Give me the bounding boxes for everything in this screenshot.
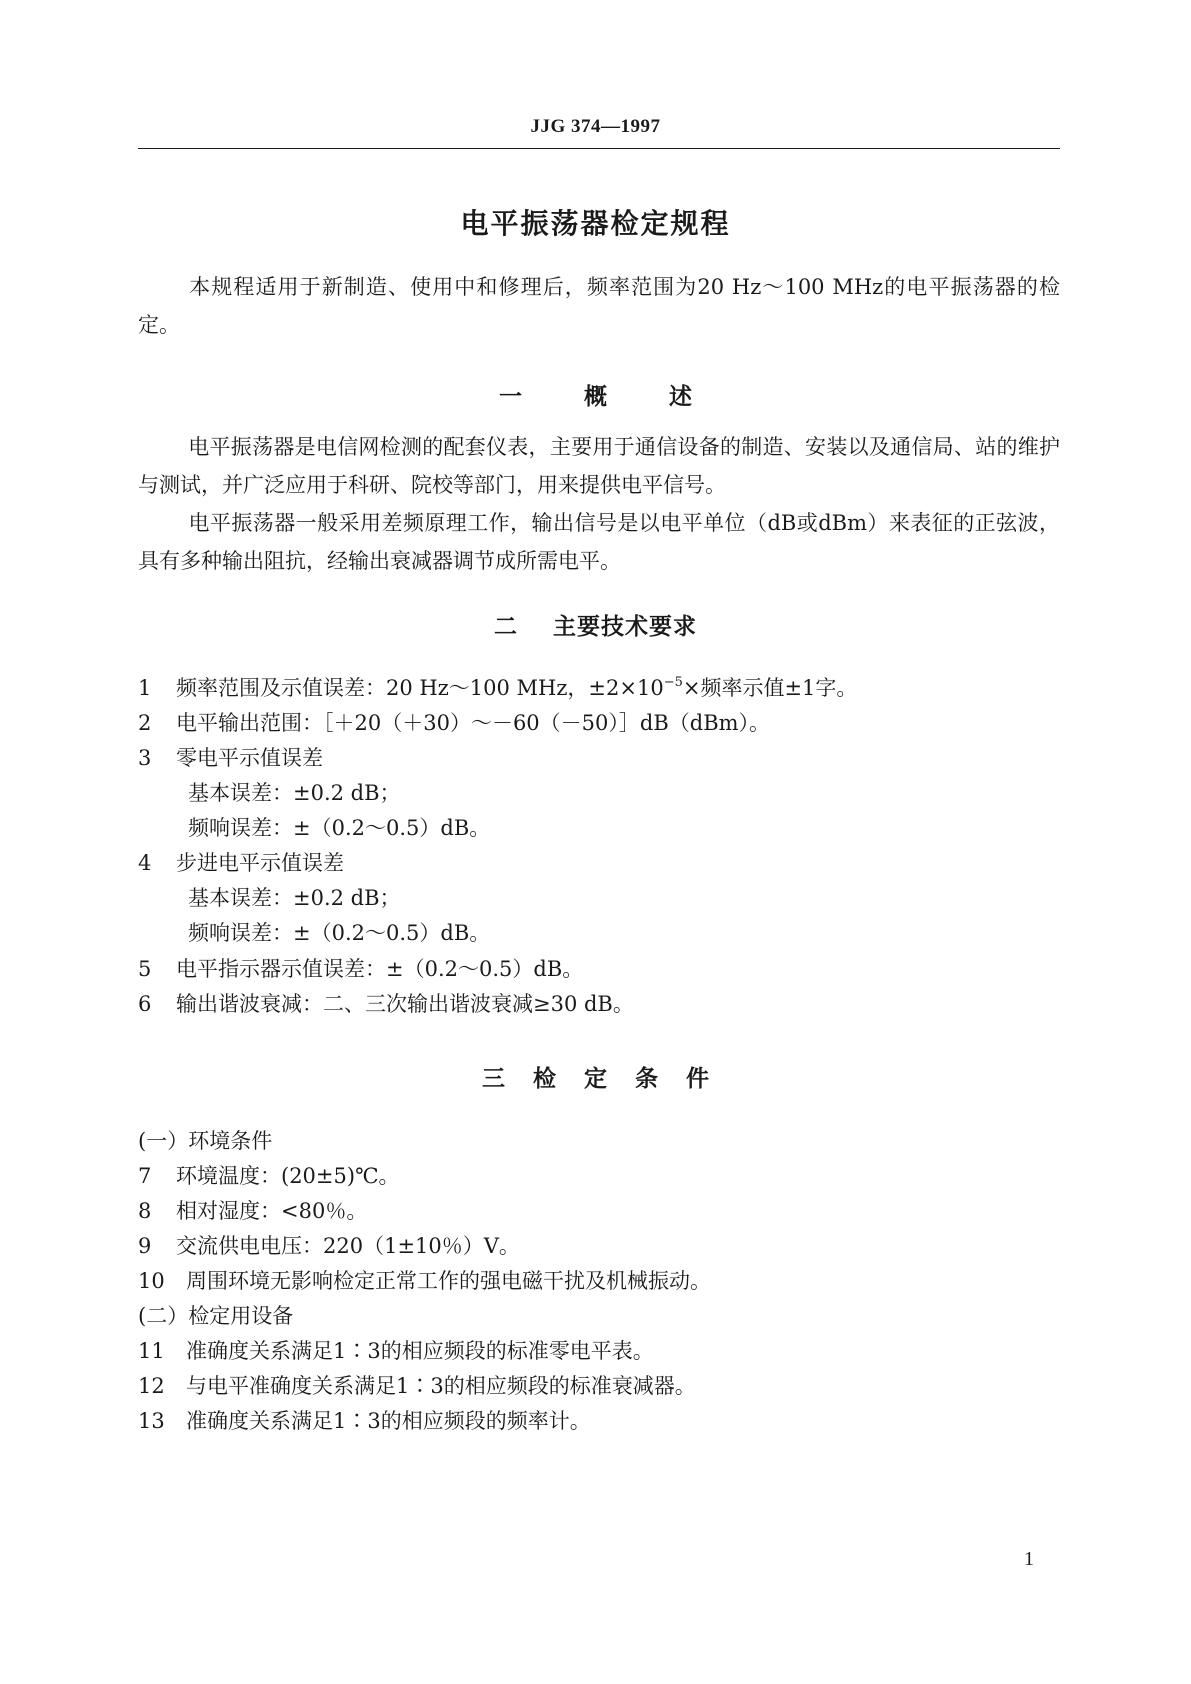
header-rule [138,148,1060,149]
section-number: 一 [499,384,522,410]
section-heading-overview [0,378,1191,411]
overview-paragraph-1 [138,428,1060,504]
item-text: 步进电平示值误差 [176,851,344,875]
condition-7 [138,1157,1060,1195]
item-number: 9 [138,1234,152,1258]
requirement-4-basic-error: 基本误差：±0.2 dB； [188,886,401,910]
requirement-3-basic-error: 基本误差：±0.2 dB； [188,781,401,805]
item-text: 频率范围及示值误差：20 Hz～100 MHz，±2×10 [176,676,664,700]
item-number: 7 [138,1164,152,1188]
item-text: 准确度关系满足1∶3的相应频段的频率计。 [186,1409,591,1433]
condition-10 [138,1262,1060,1300]
requirement-2 [138,704,1060,742]
item-text: 与电平准确度关系满足1∶3的相应频段的标准衰减器。 [186,1374,696,1398]
requirement-1 [138,669,1060,707]
requirement-4-frequency-error: 频响误差：±（0.2～0.5）dB。 [188,921,491,945]
item-number: 2 [138,711,152,735]
condition-13 [138,1402,1060,1440]
intro-text: 本规程适用于新制造、使用中和修理后，频率范围为20 Hz～100 MHz的电平振荡器的检定。 [138,275,1060,337]
item-number: 12 [138,1374,165,1398]
section-heading-conditions [0,1060,1191,1093]
item-number: 3 [138,746,152,770]
item-text: ×频率示值±1字。 [682,676,858,700]
requirement-3 [138,739,1060,777]
page-number: 1 [1024,1548,1034,1570]
item-text: 电平指示器示值误差：±（0.2～0.5）dB。 [176,957,584,981]
item-text: 零电平示值误差 [176,746,323,770]
requirement-4 [138,844,1060,882]
condition-12 [138,1367,1060,1405]
item-text: 周围环境无影响检定正常工作的强电磁干扰及机械振动。 [186,1269,711,1293]
condition-8 [138,1192,1060,1230]
item-text: 环境温度：(20±5)℃。 [176,1164,400,1188]
subsection-equipment: (二）检定用设备 [138,1304,294,1328]
item-number: 4 [138,851,152,875]
item-number: 5 [138,957,152,981]
item-number: 6 [138,992,152,1016]
condition-9 [138,1227,1060,1265]
standard-code-header: JJG 374—1997 [530,116,661,137]
requirement-6 [138,985,1060,1023]
section-title-part: 件 [686,1066,709,1092]
section-heading-requirements [0,608,1191,641]
intro-paragraph [138,268,1060,344]
document-title: 电平振荡器检定规程 [460,207,731,240]
subsection-environment: (一）环境条件 [138,1129,273,1153]
item-number: 8 [138,1199,152,1223]
item-text: 电平输出范围：［＋20（＋30）～－60（－50）］dB（dBm）。 [176,711,771,735]
overview-paragraph-2 [138,504,1060,580]
item-text: 输出谐波衰减：二、三次输出谐波衰减≥30 dB。 [176,992,634,1016]
item-text: 相对湿度：<80％。 [176,1199,368,1223]
section-title-part: 检 [533,1066,556,1092]
item-number: 13 [138,1409,165,1433]
requirement-5 [138,950,1060,988]
section-title-part: 述 [669,384,692,410]
requirement-3-frequency-error: 频响误差：±（0.2～0.5）dB。 [188,816,491,840]
section-number: 三 [482,1066,505,1092]
item-number: 10 [138,1269,165,1293]
overview-text-1: 电平振荡器是电信网检测的配套仪表，主要用于通信设备的制造、安装以及通信局、站的维护与测试，并广泛应用于科研、院校等部门，用来提供电平信号。 [138,435,1060,497]
section-title-part: 主要技术要求 [553,614,697,640]
section-title-part: 概 [584,384,607,410]
item-exponent: −5 [663,675,683,690]
item-text: 交流供电电压：220（1±10％）V。 [176,1234,520,1258]
overview-text-2: 电平振荡器一般采用差频原理工作，输出信号是以电平单位（dB或dBm）来表征的正弦波，具有多种输出阻抗，经输出衰减器调节成所需电平。 [138,511,1060,573]
item-number: 1 [138,676,152,700]
item-text: 准确度关系满足1∶3的相应频段的标准零电平表。 [186,1339,654,1363]
condition-11 [138,1332,1060,1370]
section-title-part: 条 [635,1066,658,1092]
section-title-part: 定 [584,1066,607,1092]
item-number: 11 [138,1339,165,1363]
section-number: 二 [494,614,517,640]
